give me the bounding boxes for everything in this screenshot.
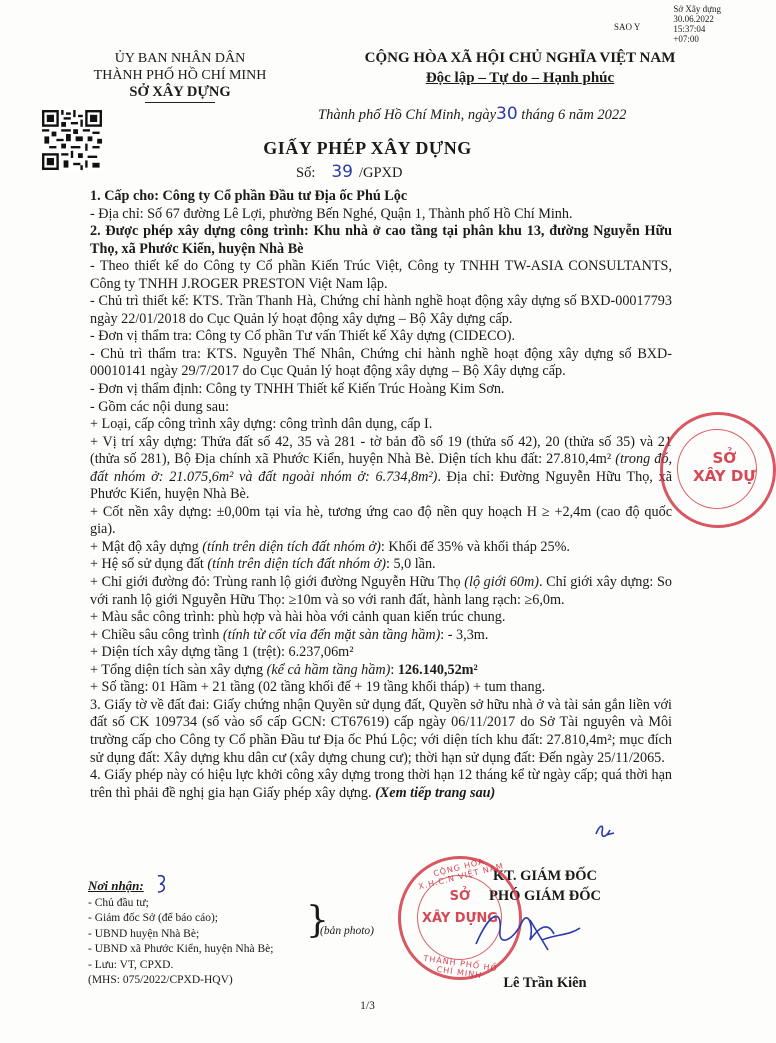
item-validity: 4. Giấy phép này có hiệu lực khởi công xây dựng trong thời hạn 12 tháng kể từ ngày cấp; quá thời hạn trên thì phải đề nghị gia hạn Giấy phép xây dựng. (Xem tiếp trang sau) bbox=[90, 767, 672, 801]
recipients bbox=[88, 878, 273, 989]
item-design: - Theo thiết kế do Công ty Cổ phần Kiến Trúc Việt, Công ty TNHH TW-ASIA CONSULTANTS, Công ty TNHH J.ROGER PRESTON Việt Nam lập. bbox=[90, 258, 672, 292]
digital-signature-stamp: Sở Xây dựng 30.06.2022 15:37:04 +07:00 bbox=[673, 4, 721, 44]
nation-title: CỘNG HÒA XÃ HỘI CHỦ NGHĨA VIỆT NAM bbox=[364, 50, 676, 66]
item-address: - Địa chỉ: Số 67 đường Lê Lợi, phường Bến Nghé, Quận 1, Thành phố Hồ Chí Minh. bbox=[90, 205, 573, 222]
item-land-use-ratio: + Hệ số sử dụng đất (tính trên diện tích đất nhóm ở): 5,0 lần. bbox=[90, 556, 436, 573]
item-boundaries: + Chỉ giới đường đỏ: Trùng ranh lộ giới đường Nguyễn Hữu Thọ (lộ giới 60m). Chỉ giới xây dựng: So với ranh lộ giới Nguyễn Hữu Thọ: ≥10m và so với ranh đất, hành lang rạch: ≥6,0m. bbox=[90, 574, 672, 608]
page-number: 1/3 bbox=[360, 1000, 375, 1012]
signature-icon bbox=[470, 900, 590, 960]
document-number: Số: 39 /GPXD bbox=[296, 162, 403, 182]
item-total-floor-area: + Tổng diện tích sàn xây dựng (kể cả hầm tầng hầm): 126.140,52m² bbox=[90, 661, 478, 678]
initials-mark-icon bbox=[592, 820, 618, 842]
issue-date: Thành phố Hồ Chí Minh, ngày30 tháng 6 năm 2022 bbox=[318, 104, 627, 124]
handwritten-number: 39 bbox=[331, 162, 353, 182]
handwritten-day: 30 bbox=[496, 104, 518, 124]
nation-motto: Độc lập – Tự do – Hạnh phúc bbox=[425, 70, 615, 86]
item-grantee: 1. Cấp cho: Công ty Cổ phần Đầu tư Địa ốc Phú Lộc bbox=[90, 188, 408, 204]
document-title: GIẤY PHÉP XÂY DỰNG bbox=[263, 138, 472, 158]
signer-title: KT. GIÁM ĐỐC PHÓ GIÁM ĐỐC bbox=[489, 868, 601, 904]
recipient-item: - UBND xã Phước Kiển, huyện Nhà Bè; bbox=[88, 943, 274, 955]
copy-mark: SAO Y bbox=[614, 22, 641, 32]
item-color: + Màu sắc công trình: phù hợp và hài hòa với cảnh quan kiến trúc chung. bbox=[90, 609, 506, 626]
permit-body bbox=[90, 188, 672, 802]
receiver-initials-icon bbox=[152, 872, 174, 896]
item-chief-reviewer: - Chủ trì thẩm tra: KTS. Nguyễn Thế Nhân, Chứng chỉ hành nghề hoạt động xây dựng số BXD-00010141 ngày 29/7/2017 do Cục Quản lý hoạt động xây dựng – Bộ Xây dựng cấp. bbox=[90, 345, 672, 380]
agency-line2: THÀNH PHỐ HỒ CHÍ MINH bbox=[93, 68, 267, 83]
item-location: + Vị trí xây dựng: Thửa đất số 42, 35 và 281 - tờ bản đồ số 19 (thửa số 42), 20 (thửa số 35) và 21 (thửa số 281), Bộ Địa chính xã Phước Kiển, huyện Nhà Bè. Diện tích khu đất: 27.810,4m² (trong đó, đất nhóm ở: 21.075,6m² và đất ngoài nhóm ở: 6.734,8m²). Địa chỉ: Đường Nguyễn Hữu Thọ, xã Phước Kiển, huyện Nhà Bè. bbox=[90, 433, 672, 503]
item-appraiser: - Đơn vị thẩm định: Công ty TNHH Thiết kế Kiến Trúc Hoàng Kim Sơn. bbox=[90, 381, 505, 398]
agency-line1: ỦY BAN NHÂN DÂN bbox=[114, 51, 246, 66]
seal-stamp-side: SỞ XÂY DỰ bbox=[660, 412, 776, 528]
item-land-documents: 3. Giấy tờ về đất đai: Giấy chứng nhận Quyền sử dụng đất, Quyền sở hữu nhà ở và tài sản gắn liền với đất số CK 109734 (số vào sổ cấp GCN: CT67619) cấp ngày 06/11/2017 do Sở Tài nguyên và Môi trường cấp cho Công ty Cổ phần Đầu tư Địa ốc Phú Lộc; với diện tích khu đất: 27.810,4m²; mục đích sử dụng đất: Xây dựng khu dân cư (xây dựng chung cư); thời hạn sử dụng đất: Đến ngày 25/11/2065. bbox=[90, 696, 672, 766]
official-seal: SỞ XÂY DỰNG CỘNG HÒA X.H.C.N VIỆT NAM THÀNH PHỐ HỒ CHÍ MINH bbox=[398, 856, 522, 980]
national-header bbox=[330, 48, 710, 88]
item-type: + Loại, cấp công trình xây dựng: công trình dân dụng, cấp I. bbox=[90, 416, 433, 433]
item-reviewer: - Đơn vị thẩm tra: Công ty Cổ phần Tư vấn Thiết kế Xây dựng (CIDECO). bbox=[90, 328, 516, 345]
recipient-item: - Lưu: VT, CPXD. bbox=[88, 958, 174, 971]
recipient-item: - Chủ đầu tư; bbox=[88, 896, 149, 909]
item-contents: - Gồm các nội dung sau: bbox=[90, 398, 230, 415]
item-elevation: + Cốt nền xây dựng: ±0,00m tại vỉa hè, tương ứng cao độ nền quy hoạch H ≥ +2,4m (cao độ quốc gia). bbox=[90, 503, 672, 538]
brace-icon: } bbox=[306, 900, 329, 941]
recipient-item: - UBND huyện Nhà Bè; bbox=[88, 927, 200, 940]
agency-line3: SỞ XÂY DỰNG bbox=[129, 84, 231, 100]
item-depth: + Chiều sâu công trình (tính từ cốt vỉa đến mặt sàn tầng hầm): - 3,3m. bbox=[90, 626, 489, 643]
item-ground-floor-area: + Diện tích xây dựng tầng 1 (trệt): 6.237,06m² bbox=[90, 644, 354, 661]
issuing-agency bbox=[80, 50, 280, 103]
copy-note: (bản photo) bbox=[320, 925, 374, 937]
recipients-label: Nơi nhận: bbox=[88, 878, 144, 893]
item-chief-designer: - Chủ trì thiết kế: KTS. Trần Thanh Hà, Chứng chỉ hành nghề hoạt động xây dựng số BXD-00017793 ngày 22/01/2018 do Cục Quản lý hoạt động xây dựng – Bộ Xây dựng cấp. bbox=[90, 293, 672, 327]
item-floors: + Số tầng: 01 Hầm + 21 tầng (02 tầng khối đế + 19 tầng khối tháp) + tum thang. bbox=[90, 679, 546, 696]
signer-name: Lê Trần Kiên bbox=[503, 975, 587, 991]
recipient-item: - Giám đốc Sở (để báo cáo); bbox=[88, 912, 218, 924]
item-density: + Mật độ xây dựng (tính trên diện tích đất nhóm ở): Khối đế 35% và khối tháp 25%. bbox=[90, 538, 570, 555]
dossier-reference: (MHS: 075/2022/CPXD-HQV) bbox=[88, 974, 233, 986]
item-project: 2. Được phép xây dựng công trình: Khu nhà ở cao tầng tại phân khu 13, đường Nguyễn Hữu Thọ, xã Phước Kiển, huyện Nhà Bè bbox=[90, 223, 672, 257]
